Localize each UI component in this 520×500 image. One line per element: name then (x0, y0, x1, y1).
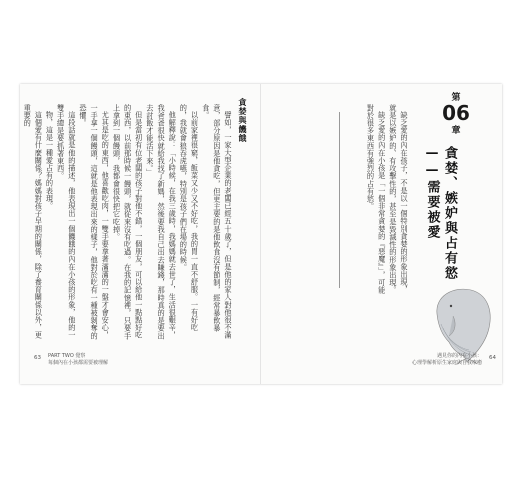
page-number: 64 (489, 355, 496, 361)
paragraph: 他解釋說：「小時候，在我三歲時，我媽媽就去世了，生活很艱辛，我爸爸很快就給我找了新媽，然後要我自己出去賺錢，那時真的是要出去討飯才能活下來。」 (145, 104, 178, 340)
chapter-title-main: 貪婪、嫉妒與占有慾 (442, 146, 457, 281)
paragraph: 譬如，一家大型企業的老闆已經五十歲了，但是他的家人對他很不滿意，部分原因是他貪吃，但更主要的是他飲食沒有節制，經常暴飲暴食。 (201, 104, 233, 340)
chapter-suffix: 章 (451, 126, 461, 136)
chapter-number: 06 (442, 101, 470, 125)
part-subtitle: 每個內在小孩都需要被理解 (48, 360, 109, 366)
paragraph: 這段話就是他的描述，他表現出一個饑餓的內在小孩的形象，他的一雙手總是要抓著東西。 (56, 104, 77, 340)
chapter-title (423, 146, 458, 296)
paragraph: 物，這是一種愛占有的表現。 (45, 111, 55, 210)
paragraph: 以前家裡很窮，飯菜又少又不好吃，我的胃一直不舒服。一有好吃的，我就會狼吞虎嚥，特別是孩子們在場的時候。 (179, 104, 200, 332)
left-body-text (23, 104, 234, 340)
right-page (261, 84, 502, 384)
book-title: 遇見你的內在小孩： (436, 353, 482, 359)
section-heading: 貪婪與饑餓 (238, 98, 247, 143)
book-subtitle: 心理學解析原生家庭與自我療癒 (411, 360, 482, 366)
chapter-label (436, 90, 476, 136)
left-page (20, 84, 261, 384)
book-spread (20, 84, 502, 384)
paragraph: 但是當初有位老闆的孩子對他不錯，一個朋友，可以給他一點點好吃的東西，以前那時候一饅頭，就從來沒有吃過。在我的記憶裡，只要手上拿到一個饅頭，我都會很快把它吃掉。 (112, 104, 144, 340)
part-label: PART TWO 覺察 (48, 353, 86, 359)
intro-paragraph: 缺乏愛的內在小孩是「一個非常貪婪的『惡魔』」，可能對於很多東西有強烈的占有慾。 (366, 104, 387, 294)
intro-paragraph: 缺乏愛的內在孩子，不是以一個特別貪婪的形象出現，就是以嫉妒的、有攻擊性的，甚至是毀滅性的形象出現。 (388, 104, 409, 294)
paragraph: 這個愛有什麼關係？媽媽對孩子早期的關係，除了養育關係以外，更重要的 (23, 104, 44, 340)
chapter-title-sub: ——需要被愛 (424, 146, 440, 240)
paragraph: 尤其是吃的東西，他喜歡吃肉，一雙手要拿著滿滿的一盤才會安心，一手拿一個饅頭，這就是他表現出來的樣子，他對於吃有一種被剝奪的恐懼。 (78, 104, 111, 340)
page-number: 63 (34, 355, 41, 361)
chapter-intro (340, 104, 410, 294)
chapter-prefix: 第 (451, 93, 461, 103)
